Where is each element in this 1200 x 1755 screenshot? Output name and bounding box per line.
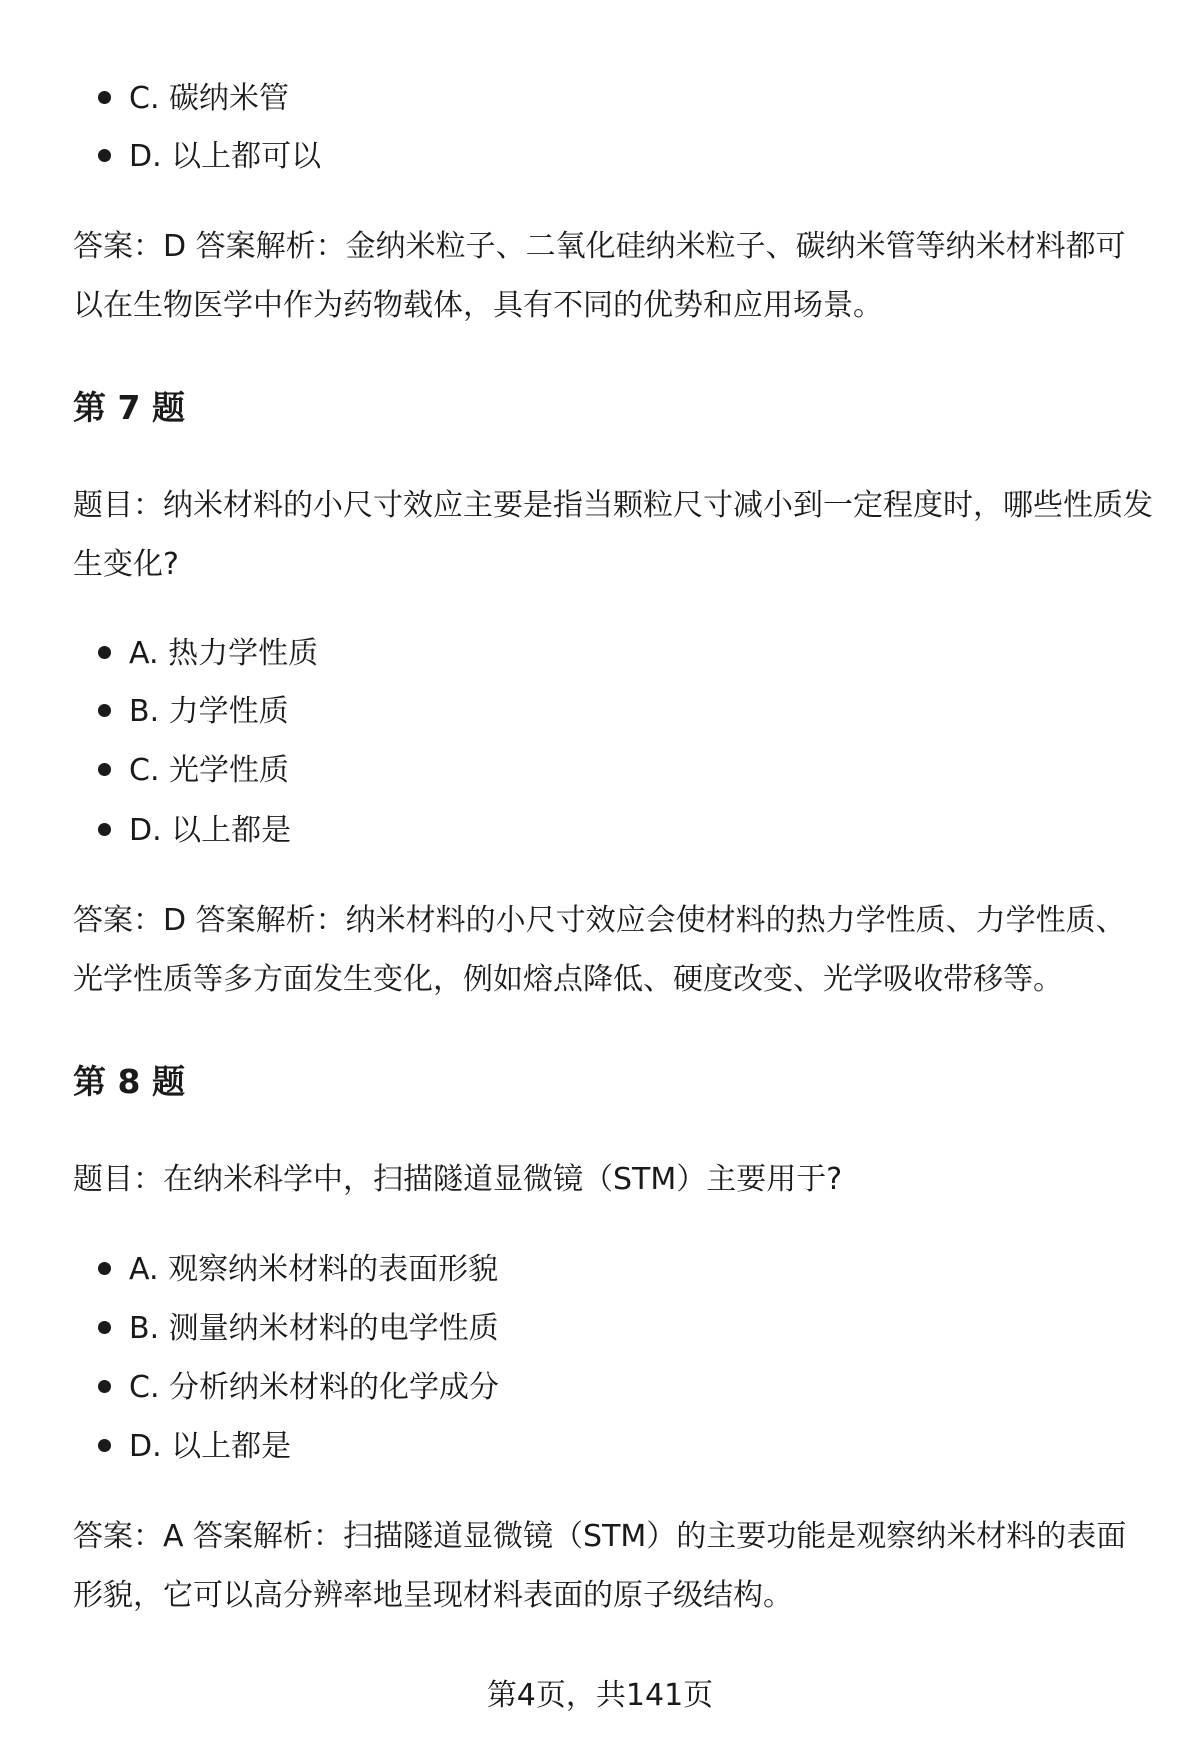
option-text: B. 测量纳米材料的电学性质 xyxy=(129,1311,499,1346)
option-item xyxy=(98,1368,499,1408)
option-item xyxy=(98,1309,499,1349)
option-item xyxy=(98,1250,498,1290)
bullet-icon xyxy=(98,704,111,717)
option-item xyxy=(98,751,289,791)
option-text: C. 光学性质 xyxy=(129,753,290,788)
option-text: C. 分析纳米材料的化学成分 xyxy=(129,1370,500,1405)
option-text: D. 以上都可以 xyxy=(129,139,322,174)
answer-explanation: 答案：A 答案解析：扫描隧道显微镜（STM）的主要功能是观察纳米材料的表面形貌，它可以高分辨率地呈现材料表面的原子级结构。 xyxy=(73,1519,1127,1613)
option-text: A. 热力学性质 xyxy=(129,636,319,671)
question-heading: 第 7 题 xyxy=(73,388,185,427)
bullet-icon xyxy=(98,646,111,659)
option-item xyxy=(98,692,289,732)
bullet-icon xyxy=(98,91,111,104)
question-text: 题目：在纳米科学中，扫描隧道显微镜（STM）主要用于? xyxy=(73,1162,843,1197)
option-text: D. 以上都是 xyxy=(129,1429,292,1464)
option-text: B. 力学性质 xyxy=(129,694,289,729)
option-text: A. 观察纳米材料的表面形貌 xyxy=(129,1252,499,1287)
option-item xyxy=(98,1427,291,1467)
bullet-icon xyxy=(98,823,111,836)
bullet-icon xyxy=(98,1262,111,1275)
question-text: 题目：纳米材料的小尺寸效应主要是指当颗粒尺寸减小到一定程度时，哪些性质发生变化? xyxy=(73,488,1153,582)
answer-explanation: 答案：D 答案解析：纳米材料的小尺寸效应会使材料的热力学性质、力学性质、光学性质等多方面发生变化，例如熔点降低、硬度改变、光学吸收带移等。 xyxy=(73,903,1126,997)
option-item xyxy=(98,634,318,674)
option-item xyxy=(98,137,321,177)
bullet-icon xyxy=(98,1439,111,1452)
option-item xyxy=(98,811,291,851)
answer-explanation: 答案：D 答案解析：金纳米粒子、二氧化硅纳米粒子、碳纳米管等纳米材料都可以在生物医学中作为药物载体，具有不同的优势和应用场景。 xyxy=(73,229,1126,323)
option-text: C. 碳纳米管 xyxy=(129,81,290,116)
bullet-icon xyxy=(98,1321,111,1334)
page-number: 第4页，共141页 xyxy=(486,1678,714,1713)
question-heading: 第 8 题 xyxy=(73,1062,185,1101)
bullet-icon xyxy=(98,1380,111,1393)
option-text: D. 以上都是 xyxy=(129,813,292,848)
bullet-icon xyxy=(98,149,111,162)
option-item xyxy=(98,79,289,119)
bullet-icon xyxy=(98,763,111,776)
